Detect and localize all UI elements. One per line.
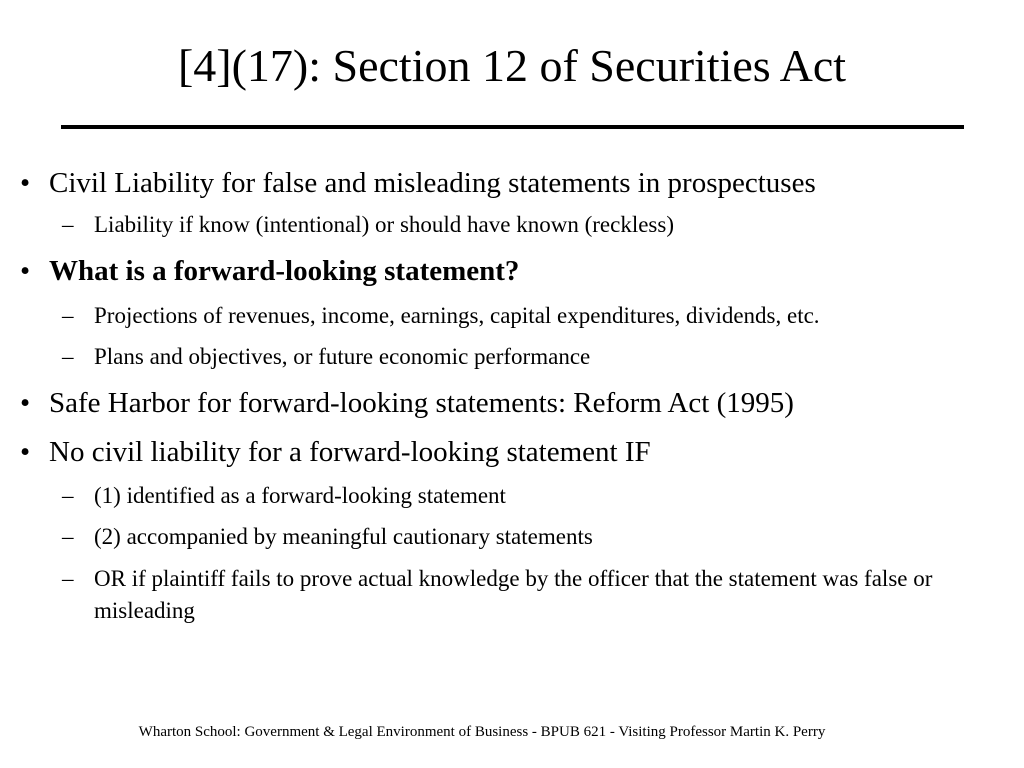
bullet-text: Safe Harbor for forward-looking statements: Reform Act (1995): [49, 387, 794, 419]
dash-marker: –: [62, 524, 74, 549]
bullet-text: What is a forward-looking statement?: [49, 255, 520, 287]
bullet-marker: •: [20, 387, 31, 419]
bullet-marker: •: [20, 436, 31, 468]
dash-marker: –: [62, 212, 74, 237]
bullet-text: Civil Liability for false and misleading statements in prospectuses: [49, 167, 816, 199]
sub-bullet-text: (1) identified as a forward-looking statement: [94, 483, 506, 508]
slide-footer: Wharton School: Government & Legal Environment of Business - BPUB 621 - Visiting Professor Martin K. Perry: [138, 724, 826, 740]
sub-bullet-text: Plans and objectives, or future economic performance: [94, 344, 591, 369]
dash-marker: –: [62, 483, 74, 508]
sub-bullet-text: Projections of revenues, income, earnings, capital expenditures, dividends, etc.: [94, 303, 820, 328]
bullet-marker: •: [20, 167, 31, 199]
bullet-marker: •: [20, 255, 31, 287]
title-underline: [61, 125, 964, 129]
sub-bullet-text: OR if plaintiff fails to prove actual knowledge by the officer that the statement was false or misleading: [94, 566, 933, 623]
dash-marker: –: [62, 303, 74, 328]
sub-bullet-text: (2) accompanied by meaningful cautionary statements: [94, 524, 593, 549]
slide-title: [4](17): Section 12 of Securities Act: [177, 40, 847, 91]
sub-bullet-text: Liability if know (intentional) or should have known (reckless): [94, 212, 674, 237]
dash-marker: –: [62, 566, 74, 591]
dash-marker: –: [62, 344, 74, 369]
bullet-text: No civil liability for a forward-looking statement IF: [49, 436, 651, 468]
